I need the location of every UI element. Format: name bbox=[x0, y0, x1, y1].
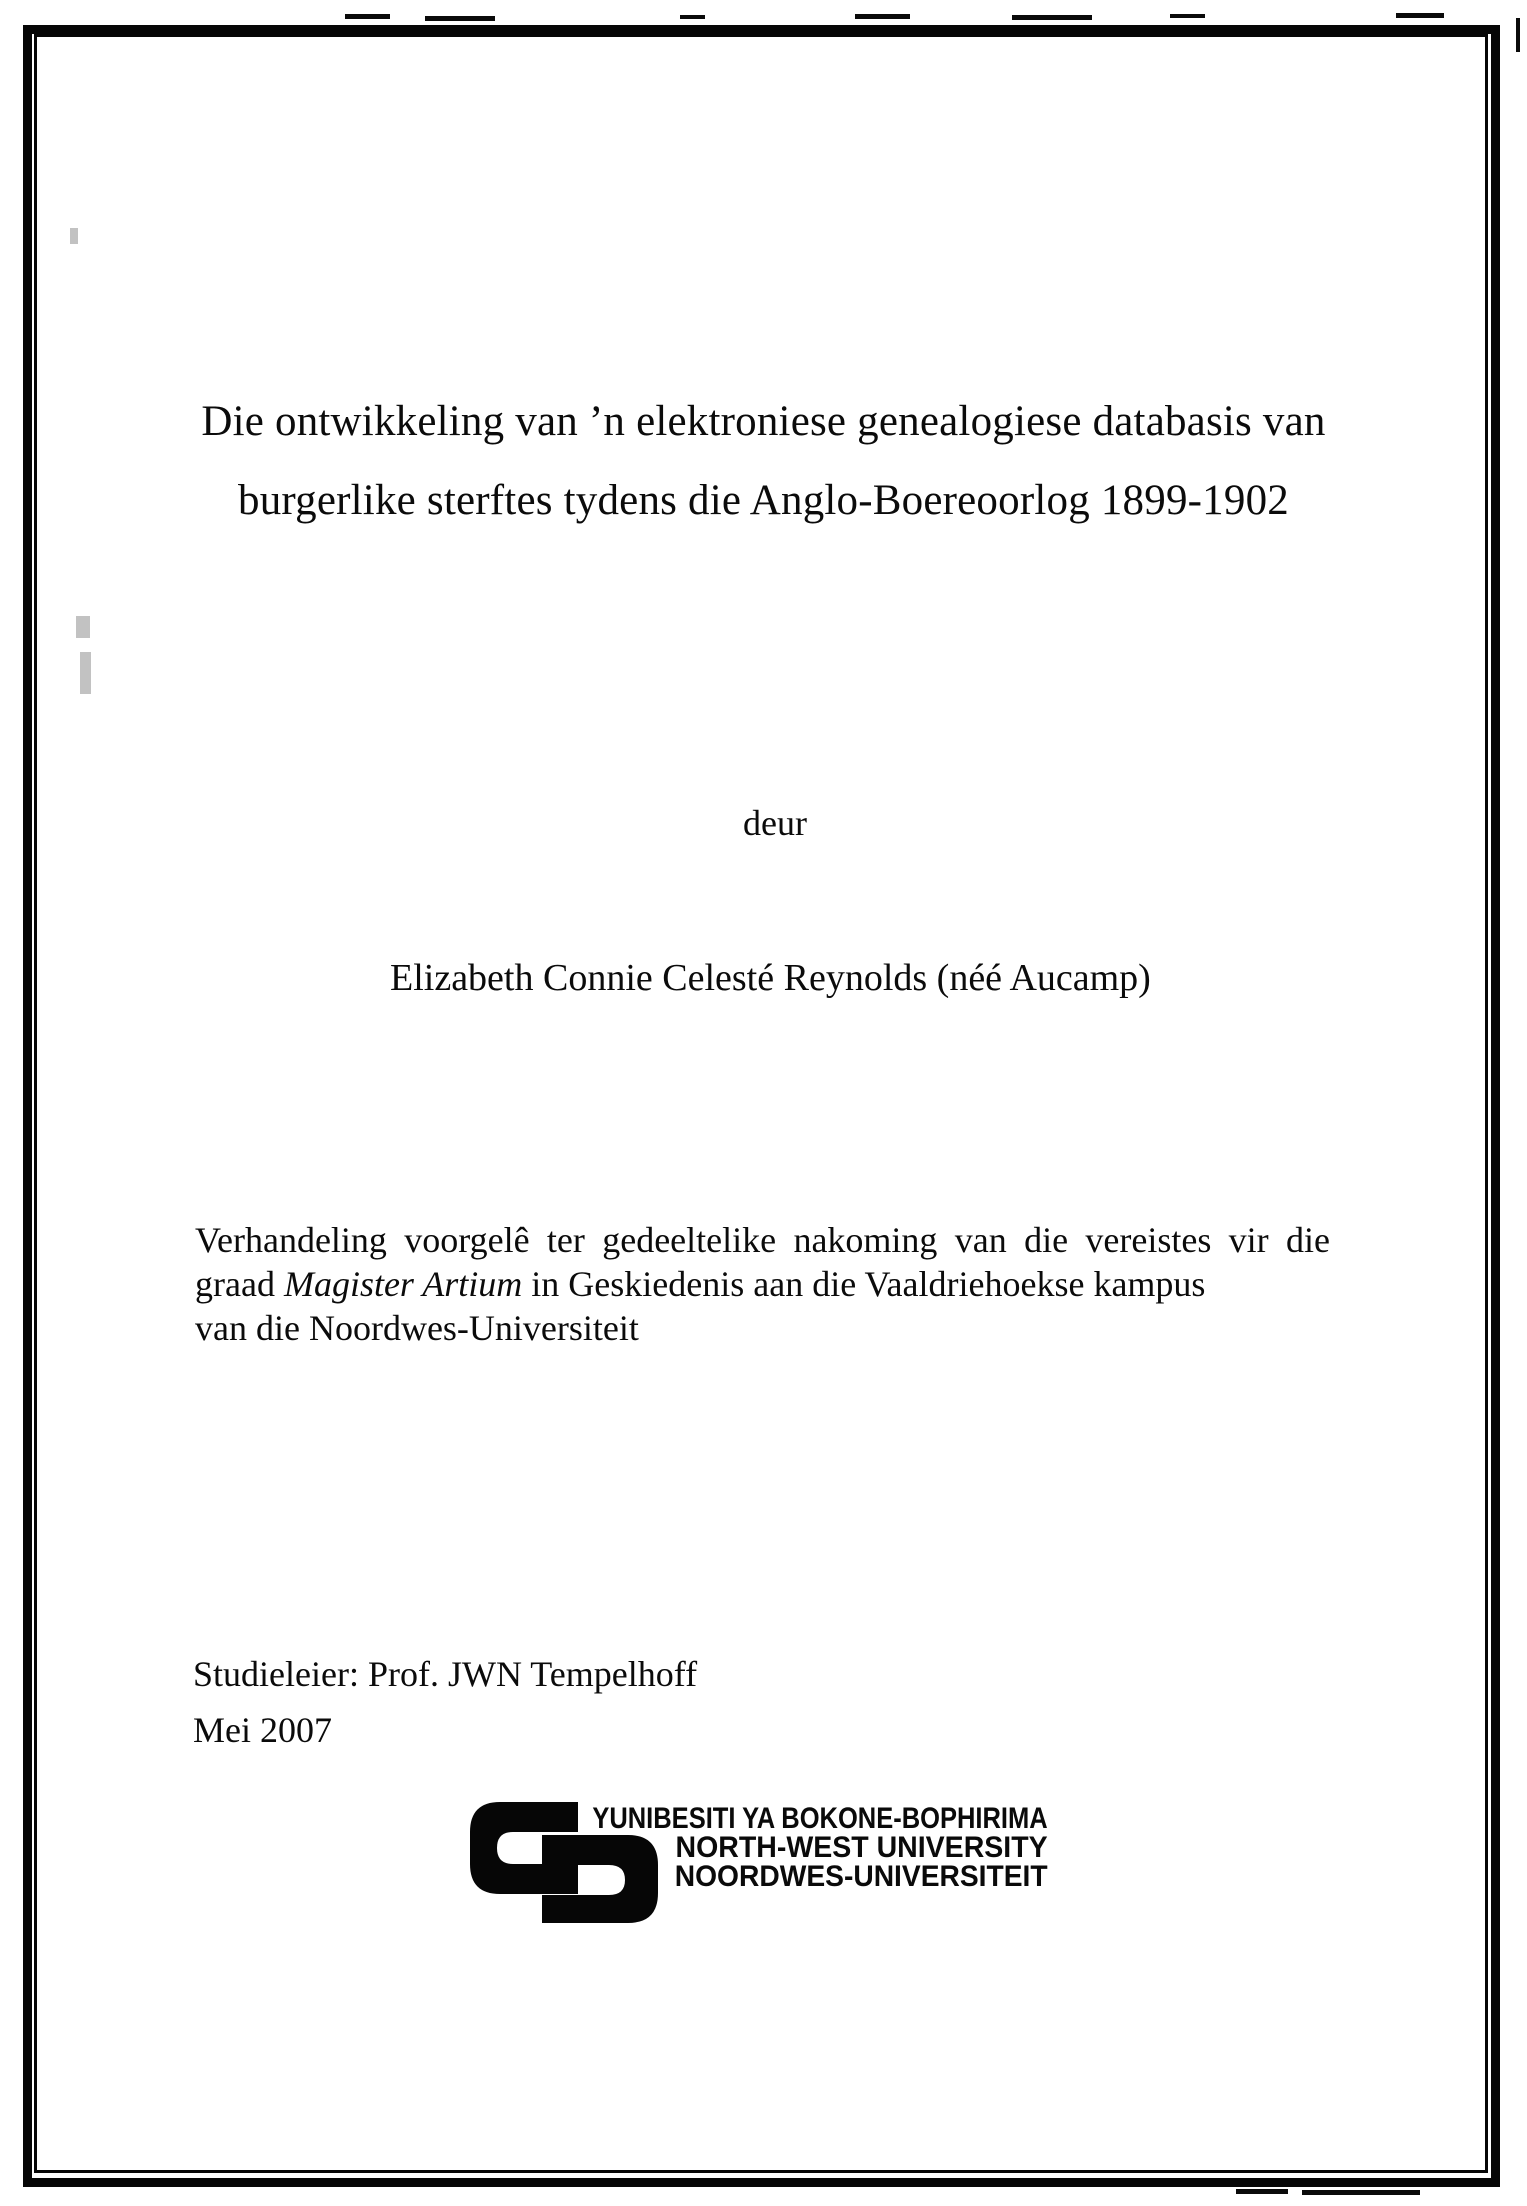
supervisor-block bbox=[193, 1646, 697, 1758]
scan-artifact bbox=[80, 652, 91, 694]
degree-statement-line-3: van die Noordwes-Universiteit bbox=[195, 1308, 639, 1348]
scan-artifact bbox=[345, 14, 390, 19]
scan-artifact bbox=[1396, 13, 1444, 18]
scan-artifact bbox=[680, 15, 705, 19]
logo-text-afrikaans: NOORDWES-UNIVERSITEIT bbox=[675, 1860, 1048, 1893]
scan-artifact bbox=[855, 14, 910, 19]
scan-artifact bbox=[1516, 18, 1520, 52]
scan-artifact bbox=[425, 16, 495, 21]
logo-text-setswana: YUNIBESITI YA BOKONE-BOPHIRIMA bbox=[592, 1802, 1048, 1835]
scan-artifact bbox=[1012, 15, 1092, 20]
degree-statement-line-2-suffix: in Geskiedenis aan die Vaaldriehoekse kampus bbox=[522, 1264, 1206, 1304]
degree-statement-line-1: Verhandeling voorgelê ter gedeeltelike nakoming van die vereistes vir die bbox=[195, 1220, 1330, 1260]
supervisor-line: Studieleier: Prof. JWN Tempelhoff bbox=[193, 1654, 698, 1694]
degree-statement bbox=[195, 1218, 1330, 1350]
thesis-title-line-1: Die ontwikkeling van ’n elektroniese genealogiese databasis van bbox=[201, 398, 1326, 445]
degree-statement-line-2 bbox=[195, 1262, 1330, 1306]
thesis-title-line-2: burgerlike sterftes tydens die Anglo-Boereoorlog 1899-1902 bbox=[238, 477, 1289, 524]
degree-statement-line-2-prefix: graad bbox=[195, 1264, 284, 1304]
thesis-title bbox=[0, 382, 1527, 540]
scan-artifact bbox=[1236, 2189, 1288, 2194]
scan-artifact bbox=[70, 228, 78, 244]
byline: deur bbox=[743, 803, 807, 843]
logo-text-english: NORTH-WEST UNIVERSITY bbox=[675, 1831, 1048, 1864]
degree-name-italic: Magister Artium bbox=[283, 1264, 523, 1304]
scan-artifact bbox=[1170, 14, 1205, 18]
university-logo-text bbox=[512, 1804, 1048, 1891]
scan-artifact bbox=[1302, 2190, 1420, 2195]
author-name: Elizabeth Connie Celesté Reynolds (néé Aucamp) bbox=[390, 957, 1151, 999]
scan-artifact bbox=[76, 616, 90, 638]
date-line: Mei 2007 bbox=[193, 1710, 332, 1750]
